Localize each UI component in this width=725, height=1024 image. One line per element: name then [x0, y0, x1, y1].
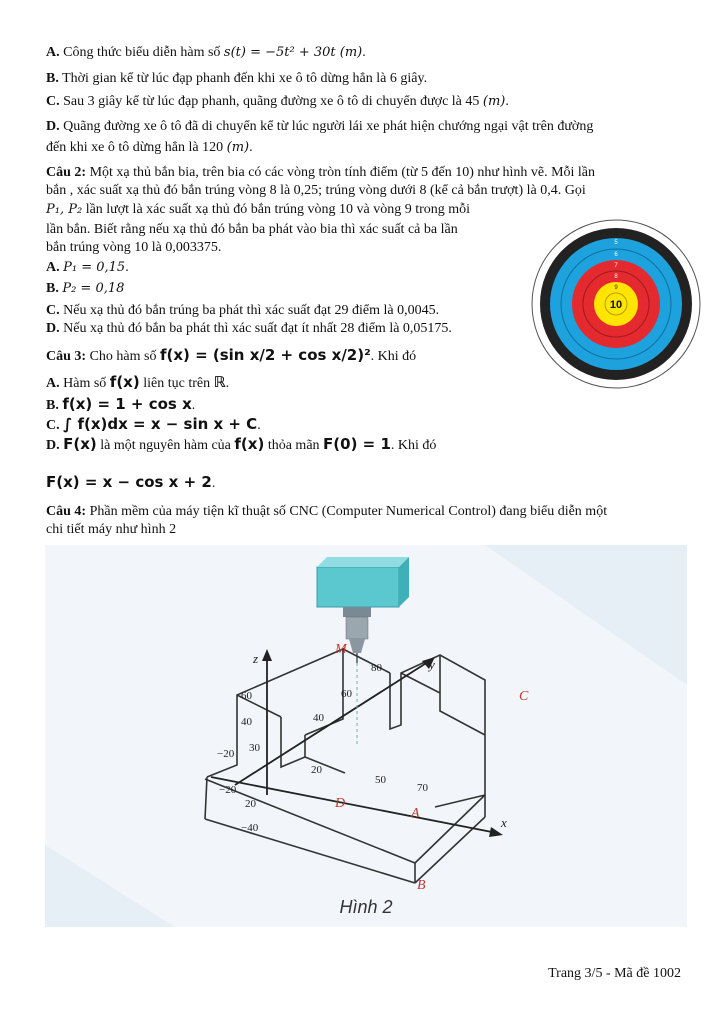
prev-option-d-cont: đến khi xe ô tô dừng hẳn là 120 (m). [46, 140, 253, 155]
q2-line3: P₁, P₂ lần lượt là xác suất xạ thủ đó bắn trúng vòng 10 và vòng 9 trong mỗi [46, 202, 471, 217]
q4-line1: Câu 4: Phần mềm của máy tiện kĩ thuật số CNC (Computer Numerical Control) đang biểu diễn một [46, 504, 608, 519]
ring-label-6: 6 [614, 252, 618, 258]
cnc-tool-head-top [317, 557, 409, 567]
workpiece-edges [205, 649, 485, 883]
q2-line4: lần bắn. Biết rằng nếu xạ thủ đó bắn ba phát vào bia thì xác suất cả ba lần [46, 222, 458, 237]
cnc-tool-shaft [343, 607, 371, 617]
function-formula: f(x) = (sin x/2 + cos x/2)² [159, 346, 371, 364]
cnc-tool-bit [349, 639, 365, 653]
ring-label-8: 8 [614, 274, 618, 280]
tick-left-2: −20 [219, 784, 237, 796]
cnc-tool-head [317, 567, 399, 607]
tick-x-70: 70 [417, 782, 428, 794]
point-label-d: D [335, 796, 346, 811]
tick-y-40: 40 [313, 712, 324, 724]
target-center-label: 10 [609, 299, 623, 311]
q3-option-d: D. F(x) là một nguyên hàm của f(x) thỏa mãn F(0) = 1. Khi đó [46, 435, 437, 453]
cnc-figure [45, 545, 687, 927]
tick-x-50: 50 [375, 774, 386, 786]
option-label: A. [46, 45, 60, 60]
point-label-a: A [411, 806, 420, 821]
tick-z-40: 40 [241, 716, 252, 728]
axis-label-x: x [501, 815, 507, 830]
tick-y-80: 80 [371, 662, 382, 674]
q3-stem: Câu 3: Cho hàm số f(x) = (sin x/2 + cos x/2)². Khi đó [46, 346, 417, 364]
q2-option-a: A. P₁ = 0,15. [46, 260, 129, 275]
tick-z-20: 20 [245, 798, 256, 810]
q4-line2: chi tiết máy như hình 2 [46, 522, 177, 537]
point-label-m: M [335, 642, 347, 657]
q2-option-d: D. Nếu xạ thủ đó bắn ba phát thì xác suất đạt ít nhất 28 điểm là 0,05175. [46, 321, 452, 336]
question-label: Câu 2: [46, 165, 87, 180]
tick-y-60: 60 [341, 688, 352, 700]
q3-option-c: C. ∫ f(x)dx = x − sin x + C. [46, 415, 261, 433]
q2-option-b: B. P₂ = 0,18 [46, 281, 125, 296]
tick-left-3: 30 [249, 742, 260, 754]
page-footer: Trang 3/5 - Mã đề 1002 [548, 966, 681, 981]
ring-label-9: 9 [614, 285, 618, 291]
figure-caption: Hình 2 [339, 897, 393, 917]
ring-label-7: 7 [614, 263, 618, 269]
cnc-diagram [45, 545, 687, 927]
prev-option-c: C. Sau 3 giây kể từ lúc đạp phanh, quãng đường xe ô tô di chuyển được là 45 (m). [46, 94, 509, 109]
cnc-tool-collet [346, 617, 368, 639]
point-label-b: B [417, 878, 426, 893]
axis-label-y: y [429, 657, 435, 672]
q3-option-d-result: F(x) = x − cos x + 2. [46, 473, 216, 491]
q2-line1: Câu 2: Một xạ thủ bắn bia, trên bia có các vòng tròn tính điểm (từ 5 đến 10) như hình vẽ. Mỗi lần [46, 165, 596, 180]
point-label-c: C [519, 689, 529, 704]
prev-option-d: D. Quãng đường xe ô tô đã di chuyển kể từ lúc người lái xe phát hiện chướng ngại vật trên đường [46, 119, 594, 134]
tick-y-20: 20 [311, 764, 322, 776]
tick-z-minus40: −40 [241, 822, 259, 834]
prev-option-a: A. Công thức biểu diễn hàm số s(t) = −5t² + 30t (m). [46, 45, 366, 60]
q2-option-c: C. Nếu xạ thủ đó bắn trúng ba phát thì xác suất đạt 29 điểm là 0,0045. [46, 303, 440, 318]
q3-option-a: A. Hàm số f(x) liên tục trên ℝ. [46, 373, 230, 391]
ring-label-5: 5 [614, 240, 618, 246]
tick-z-60: 60 [241, 690, 252, 702]
z-axis-arrow [262, 649, 272, 661]
q3-option-b: B. f(x) = 1 + cos x. [46, 395, 196, 413]
prev-option-b: B. Thời gian kể từ lúc đạp phanh đến khi xe ô tô dừng hẳn là 6 giây. [46, 71, 428, 86]
tick-left-1: −20 [217, 748, 235, 760]
q2-line5: bắn trúng vòng 10 là 0,003375. [46, 240, 222, 255]
formula: s(t) = −5t² + 30t (m) [223, 45, 363, 60]
q2-line2: bắn , xác suất xạ thủ đó bắn trúng vòng 8 là 0,25; trúng vòng dưới 8 (kể cả bắn trượt) là 0,4. Gọi [46, 183, 586, 198]
axis-label-z: z [253, 651, 259, 666]
